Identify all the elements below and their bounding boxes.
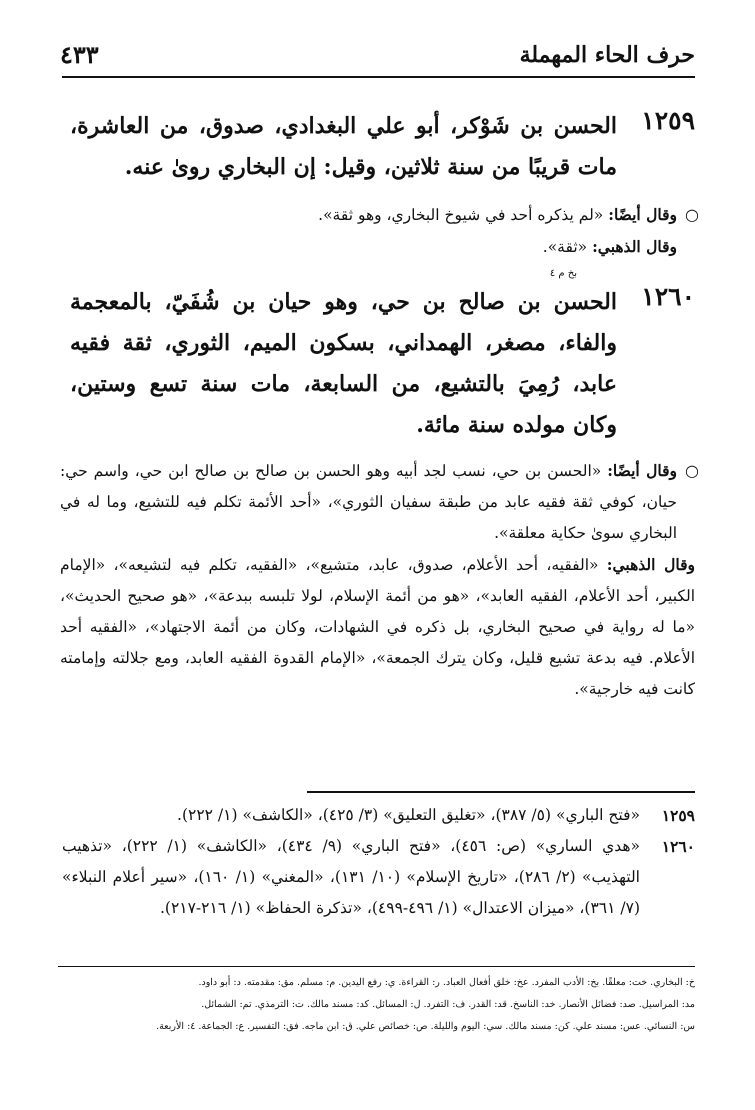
footnote-text: «هدي الساري» (ص: ٤٥٦)، «فتح الباري» (٩/ ٤٣٤)، «الكاشف» (١/ ٢٢٢)، «تذهيب التهذيب» (٢/ ٢٨٦)، «تاريخ الإسلام» (١٠/ ١٣١)، «المغني» (١/ ١٦٠)، «سير أعلام النبلاء» (٧/ ٣٦١)، «ميزان الاعتدال» (١/ ٤٩٦-٤٩٩)، «تذكرة الحفاظ» (١/ ٢١٦-٢١٧). — [62, 837, 640, 917]
chapter-title: حرف الحاء المهملة — [519, 42, 695, 68]
comment-1260 — [60, 455, 699, 705]
abbreviations-line: س: النسائي. عس: مسند علي. كن: مسند مالك. سي: اليوم والليلة. ص: خصائص علي. ق: ابن ماجه. فق: التفسير. ع: الجماعة. ٤: الأربعة. — [156, 1021, 695, 1032]
comment-1259 — [60, 199, 699, 263]
comment-label: وقال أيضًا: — [608, 205, 677, 224]
comment-quote: «ثقة». — [542, 238, 588, 256]
abbreviations-line: مد: المراسيل. صد: فضائل الأنصار. خد: الناسخ. قد: القدر. ف: التفرد. ل: المسائل. كد: مسند مالك. ت: الترمذي. تم: الشمائل. — [201, 999, 695, 1010]
footnote-number: ١٢٦٠ — [661, 837, 695, 856]
footnote-1259 — [62, 800, 695, 831]
comment-quote: «الحسن بن حي، نسب لجد أبيه وهو الحسن بن صالح بن صالح ابن حي، واسم حي: حيان، كوفي ثقة فقيه عابد من طبقة سفيان الثوري»، «أحد الأئمة تكلم فيه للتشيع، وما له في البخاري سوىٰ حكاية معلقة». — [60, 462, 677, 542]
comment-paragraph — [60, 199, 677, 231]
abbreviations-key — [58, 972, 695, 1038]
entry-description: ، أبو علي البغدادي، صدوق، من العاشرة، مات قريبًا من سنة ثلاثين، وقيل: إن البخاري روىٰ عنه. — [70, 113, 617, 180]
comment-label: وقال الذهبي: — [606, 555, 695, 574]
page-number: ٤٣٣ — [60, 40, 99, 69]
comment-paragraph — [60, 231, 677, 263]
footnotes — [62, 800, 695, 924]
page-header — [60, 38, 695, 74]
footnote-1260 — [62, 831, 695, 924]
comment-quote: «لم يذكره أحد في شيوخ البخاري، وهو ثقة». — [318, 206, 604, 224]
entry-number: ١٢٦٠ — [641, 282, 695, 311]
comment-label: وقال أيضًا: — [607, 461, 677, 480]
narrator-name: الحسن بن صالح بن حي — [377, 289, 617, 315]
footnote-divider — [307, 791, 695, 793]
comment-paragraph — [60, 549, 695, 705]
abbreviations-divider — [58, 966, 695, 967]
comment-quote: «الفقيه، أحد الأعلام، صدوق، عابد، متشيع»، «الفقيه، تكلم فيه لتشيعه»، «الإمام الكبير، أحد الأعلام، الفقيه العابد»، «هو من أئمة الإسلام، لولا تلبسه ببدعة»، «هو صحيح الحديث»، «ما له رواية في صحيح البخاري، بل ذكره في الشهادات، وكان من أئمة الاجتهاد»، «الفقيه أحد الأعلام. فيه بدعة تشيع قليل، وكان يترك الجمعة»، «الإمام القدوة الفقيه العابد، ومع جلالته وإمامته كانت فيه خارجية». — [60, 556, 695, 698]
bullet-icon: ○ — [685, 461, 699, 480]
header-divider — [62, 76, 695, 78]
entry-1259 — [70, 106, 695, 188]
footnote-text: «فتح الباري» (٥/ ٣٨٧)، «تغليق التعليق» (٣/ ٤٢٥)، «الكاشف» (١/ ٢٢٢). — [177, 806, 640, 824]
abbreviations-line: خ: البخاري. خت: معلقًا. بخ: الأدب المفرد. عخ: خلق أفعال العباد. ر: القراءة. ي: رفع اليدين. م: مسلم. مق: مقدمته. د: أبو داود. — [198, 977, 695, 988]
bullet-icon: ○ — [685, 205, 699, 224]
source-symbols: بخ م ٤ — [549, 268, 577, 279]
entry-1260 — [70, 282, 695, 446]
comment-label: وقال الذهبي: — [592, 237, 677, 256]
entry-text — [70, 106, 617, 188]
footnote-number: ١٢٥٩ — [661, 806, 695, 825]
comment-paragraph — [60, 455, 677, 549]
entry-number: ١٢٥٩ — [641, 106, 695, 135]
narrator-name: الحسن بن شَوْكر — [457, 113, 617, 139]
entry-description: ، وهو حيان بن شُفَيّ، بالمعجمة والفاء، مصغر، الهمداني، بسكون الميم، الثوري، ثقة فقيه عابد، رُمِيَ بالتشيع، من السابعة، مات سنة تسع وستين، وكان مولده سنة مائة. — [70, 289, 617, 438]
entry-text — [70, 282, 617, 446]
